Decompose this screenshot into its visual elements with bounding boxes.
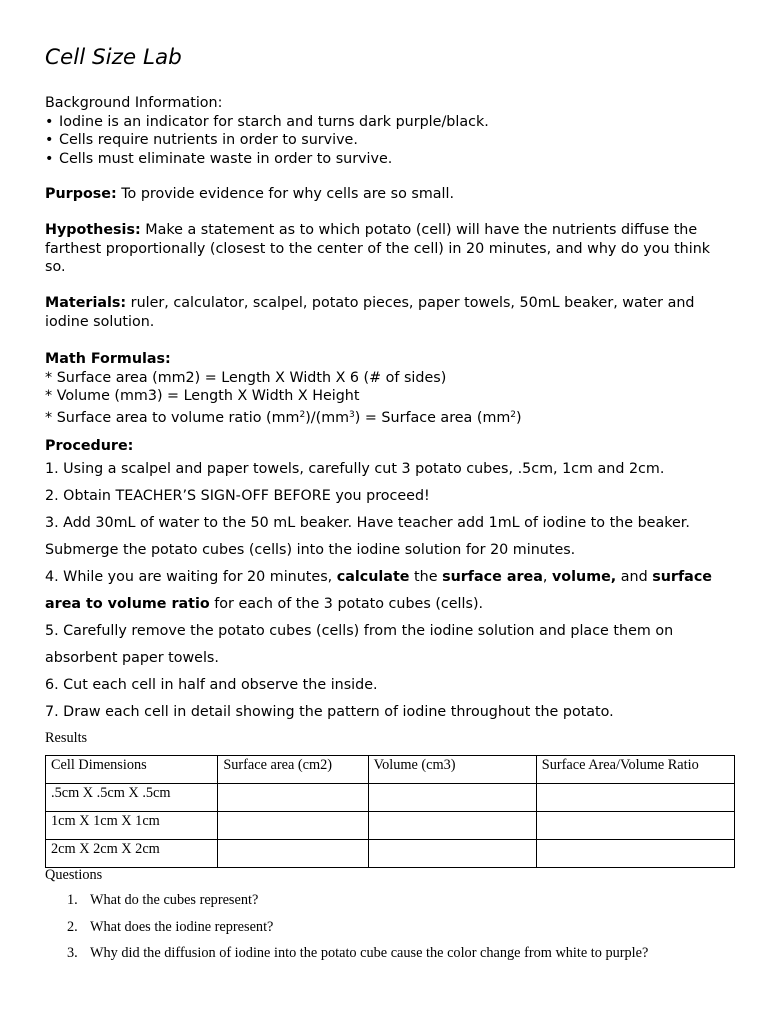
table-cell[interactable] <box>536 812 734 840</box>
question-text: What do the cubes represent? <box>90 892 259 908</box>
table-header-cell: Cell Dimensions <box>46 756 218 784</box>
background-bullet: • Cells require nutrients in order to survive. <box>45 131 735 150</box>
questions-heading: Questions <box>45 867 103 883</box>
hypothesis-text: Make a statement as to which potato (cell) will have the nutrients diffuse the farthest proportionally (closest to the center of the cell) in 20 minutes, and why do you think so. <box>45 222 711 275</box>
table-cell[interactable] <box>536 784 734 812</box>
list-item <box>45 945 648 972</box>
question-text: What does the iodine represent? <box>90 918 274 935</box>
question-number: 3. <box>67 945 78 961</box>
materials-label: Materials: <box>45 295 127 311</box>
table-cell: 1cm X 1cm X 1cm <box>46 812 218 840</box>
background-heading: Background Information: <box>45 95 223 111</box>
procedure-section <box>45 437 735 726</box>
list-item <box>45 919 648 946</box>
table-cell[interactable] <box>368 812 536 840</box>
table-cell[interactable] <box>368 840 536 868</box>
table-header-cell: Surface Area/Volume Ratio <box>536 756 734 784</box>
materials-section <box>45 294 735 331</box>
table-cell[interactable] <box>368 784 536 812</box>
purpose-label: Purpose: <box>45 186 117 202</box>
procedure-step: 4. While you are waiting for 20 minutes, calculate the surface area, volume, and surface area to volume ratio for each of the 3 potato cubes (cells). <box>45 568 712 612</box>
formula-volume: * Volume (mm3) = Length X Width X Height <box>45 388 360 404</box>
math-heading: Math Formulas: <box>45 351 171 367</box>
table-row <box>46 784 735 812</box>
page-title: Cell Size Lab <box>45 45 182 70</box>
list-item <box>45 892 648 919</box>
table-cell[interactable] <box>218 840 368 868</box>
results-heading: Results <box>45 730 88 746</box>
procedure-step: 3. Add 30mL of water to the 50 mL beaker. Have teacher add 1mL of iodine to the beaker. Submerge the potato cubes (cells) into the iodine solution for 20 minutes. <box>45 514 690 558</box>
table-cell: .5cm X .5cm X .5cm <box>46 784 218 812</box>
question-number: 1. <box>67 892 78 908</box>
results-table <box>45 755 735 868</box>
table-cell[interactable] <box>218 812 368 840</box>
formula-ratio: * Surface area to volume ratio $(mm^2)/(mm^3)$ = Surface area $(mm^2)$ <box>45 409 522 426</box>
question-number: 2. <box>67 918 78 935</box>
table-cell: 2cm X 2cm X 2cm <box>46 840 218 868</box>
background-bullet: • Cells must eliminate waste in order to survive. <box>45 150 735 169</box>
table-header-cell: Surface area (cm2) <box>218 756 368 784</box>
procedure-step: 6. Cut each cell in half and observe the inside. <box>45 676 378 693</box>
background-section <box>45 94 735 168</box>
procedure-step: 2. Obtain TEACHER’S SIGN-OFF BEFORE you proceed! <box>45 487 430 504</box>
table-cell[interactable] <box>536 840 734 868</box>
purpose-text: To provide evidence for why cells are so small. <box>116 186 455 202</box>
materials-text: ruler, calculator, scalpel, potato pieces, paper towels, 50mL beaker, water and iodine solution. <box>45 295 695 330</box>
procedure-step: 1. Using a scalpel and paper towels, carefully cut 3 potato cubes, .5cm, 1cm and 2cm. <box>45 460 665 477</box>
table-row <box>46 840 735 868</box>
math-section <box>45 350 735 427</box>
formula-surface-area: * Surface area (mm2) = Length X Width X 6 (# of sides) <box>45 369 447 386</box>
procedure-step: 7. Draw each cell in detail showing the pattern of iodine throughout the potato. <box>45 703 614 720</box>
table-cell[interactable] <box>218 784 368 812</box>
question-text: Why did the diffusion of iodine into the potato cube cause the color change from white to purple? <box>90 945 649 961</box>
questions-list <box>45 892 648 972</box>
purpose-section <box>45 185 735 204</box>
background-bullet: • Iodine is an indicator for starch and turns dark purple/black. <box>45 113 735 132</box>
hypothesis-section <box>45 221 735 277</box>
procedure-heading: Procedure: <box>45 438 134 454</box>
table-header-cell: Volume (cm3) <box>368 756 536 784</box>
table-row <box>46 812 735 840</box>
table-header-row <box>46 756 735 784</box>
procedure-step: 5. Carefully remove the potato cubes (cells) from the iodine solution and place them on absorbent paper towels. <box>45 622 674 666</box>
hypothesis-label: Hypothesis: <box>45 222 141 238</box>
